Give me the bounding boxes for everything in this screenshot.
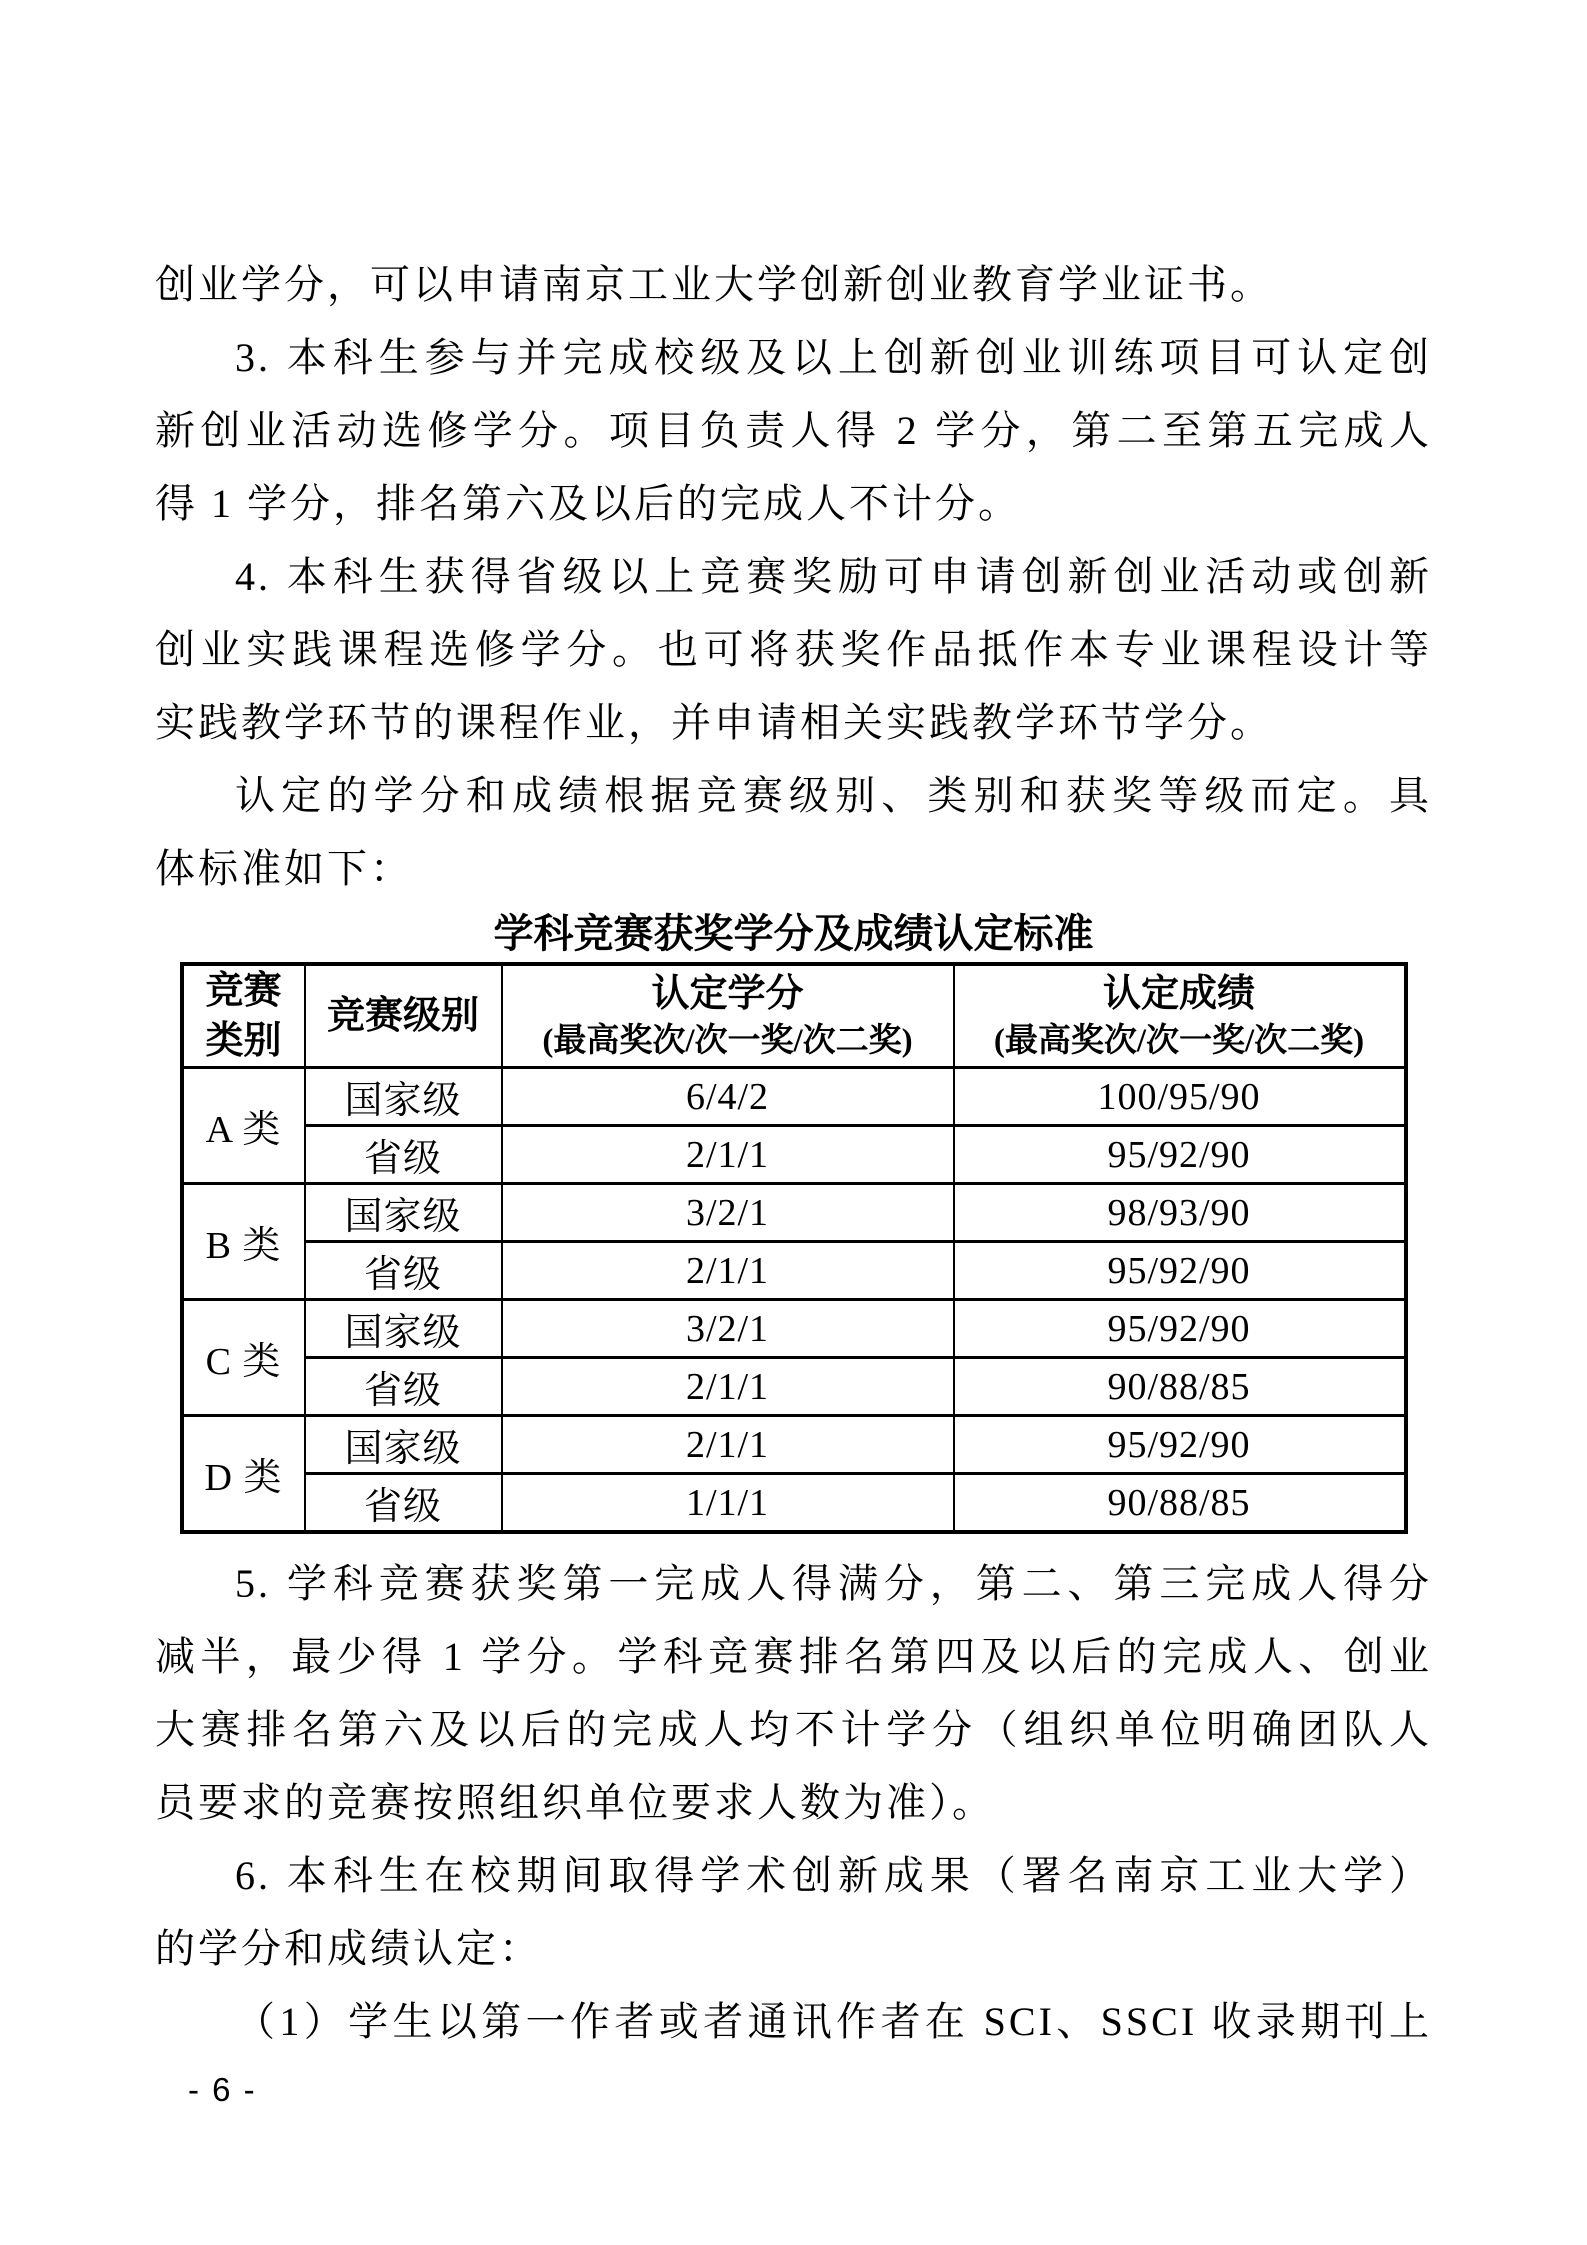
page-content	[155, 248, 1432, 2108]
score-cell: 95/92/90	[954, 1242, 1406, 1300]
credit-cell: 2/1/1	[502, 1358, 954, 1416]
body-line: 减半，最少得 1 学分。学科竞赛排名第四及以后的完成人、创业	[155, 1634, 1432, 1679]
category-cell: D 类	[182, 1416, 305, 1533]
body-line: 5. 学科竞赛获奖第一完成人得满分，第二、第三完成人得分	[235, 1561, 1432, 1606]
level-cell: 国家级	[305, 1184, 502, 1242]
body-line: （1）学生以第一作者或者通讯作者在 SCI、SSCI 收录期刊上	[235, 1999, 1432, 2044]
score-cell: 100/95/90	[954, 1068, 1406, 1126]
credit-score-table	[180, 962, 1408, 1534]
body-line: 新创业活动选修学分。项目负责人得 2 学分，第二至第五完成人	[155, 408, 1432, 453]
table-title: 学科竞赛获奖学分及成绩认定标准	[493, 911, 1094, 956]
paragraph-item-6	[155, 1839, 1432, 1985]
header-recognized-credit	[502, 964, 954, 1068]
score-cell: 95/92/90	[954, 1416, 1406, 1474]
category-cell: C 类	[182, 1300, 305, 1416]
level-cell: 省级	[305, 1358, 502, 1416]
level-cell: 国家级	[305, 1300, 502, 1358]
table-row	[182, 1300, 1406, 1358]
body-line: 大赛排名第六及以后的完成人均不计学分（组织单位明确团队人	[155, 1707, 1432, 1752]
header-text: 认定成绩	[1102, 973, 1255, 1015]
body-line: 实践教学环节的课程作业，并申请相关实践教学环节学分。	[155, 700, 1273, 745]
level-cell: 国家级	[305, 1416, 502, 1474]
page-number: - 6 -	[188, 2071, 257, 2108]
level-cell: 省级	[305, 1474, 502, 1533]
category-cell: A 类	[182, 1068, 305, 1184]
paragraph-standards-intro	[155, 759, 1432, 905]
body-line: 创业学分，可以申请南京工业大学创新创业教育学业证书。	[155, 262, 1273, 307]
header-competition-level: 竞赛级别	[305, 964, 502, 1068]
category-cell: B 类	[182, 1184, 305, 1300]
body-line: 6. 本科生在校期间取得学术创新成果（署名南京工业大学）	[235, 1853, 1432, 1898]
table-row	[182, 1184, 1406, 1242]
level-cell: 省级	[305, 1126, 502, 1184]
body-line: 创业实践课程选修学分。也可将获奖作品抵作本专业课程设计等	[155, 627, 1432, 672]
level-cell: 省级	[305, 1242, 502, 1300]
paragraph-sub-item-1	[155, 1985, 1432, 2058]
body-line: 员要求的竞赛按照组织单位要求人数为准）。	[155, 1780, 995, 1825]
table-row	[182, 1068, 1406, 1126]
body-line: 体标准如下：	[155, 846, 413, 891]
paragraph-item-3	[155, 321, 1432, 540]
body-line: 认定的学分和成绩根据竞赛级别、类别和获奖等级而定。具	[235, 773, 1432, 818]
header-recognized-score	[954, 964, 1406, 1068]
table-row	[182, 1416, 1406, 1474]
credit-cell: 3/2/1	[502, 1300, 954, 1358]
credit-cell: 3/2/1	[502, 1184, 954, 1242]
header-subtext: (最高奖次/次一奖/次二奖)	[542, 1023, 913, 1059]
body-line: 的学分和成绩认定：	[155, 1926, 542, 1971]
score-cell: 95/92/90	[954, 1300, 1406, 1358]
header-text: 竞赛	[205, 970, 282, 1012]
table-header-row	[182, 964, 1406, 1068]
paragraph-item-5	[155, 1547, 1432, 1839]
score-cell: 90/88/85	[954, 1358, 1406, 1416]
credit-cell: 1/1/1	[502, 1474, 954, 1533]
table-row	[182, 1126, 1406, 1184]
table-row	[182, 1358, 1406, 1416]
score-cell: 95/92/90	[954, 1126, 1406, 1184]
table-row	[182, 1474, 1406, 1533]
table-row	[182, 1242, 1406, 1300]
level-cell: 国家级	[305, 1068, 502, 1126]
header-subtext: (最高奖次/次一奖/次二奖)	[993, 1023, 1365, 1059]
score-cell: 98/93/90	[954, 1184, 1406, 1242]
body-line: 4. 本科生获得省级以上竞赛奖励可申请创新创业活动或创新	[235, 554, 1432, 599]
header-text: 认定学分	[651, 973, 804, 1015]
paragraph-item-4	[155, 540, 1432, 759]
credit-cell: 2/1/1	[502, 1126, 954, 1184]
credit-cell: 6/4/2	[502, 1068, 954, 1126]
credit-cell: 2/1/1	[502, 1416, 954, 1474]
score-cell: 90/88/85	[954, 1474, 1406, 1533]
credit-cell: 2/1/1	[502, 1242, 954, 1300]
header-competition-category	[182, 964, 305, 1068]
header-text: 类别	[205, 1020, 282, 1062]
body-line: 得 1 学分，排名第六及以后的完成人不计分。	[155, 481, 1021, 526]
body-line: 3. 本科生参与并完成校级及以上创新创业训练项目可认定创	[235, 335, 1432, 380]
paragraph-continuation	[155, 248, 1432, 321]
